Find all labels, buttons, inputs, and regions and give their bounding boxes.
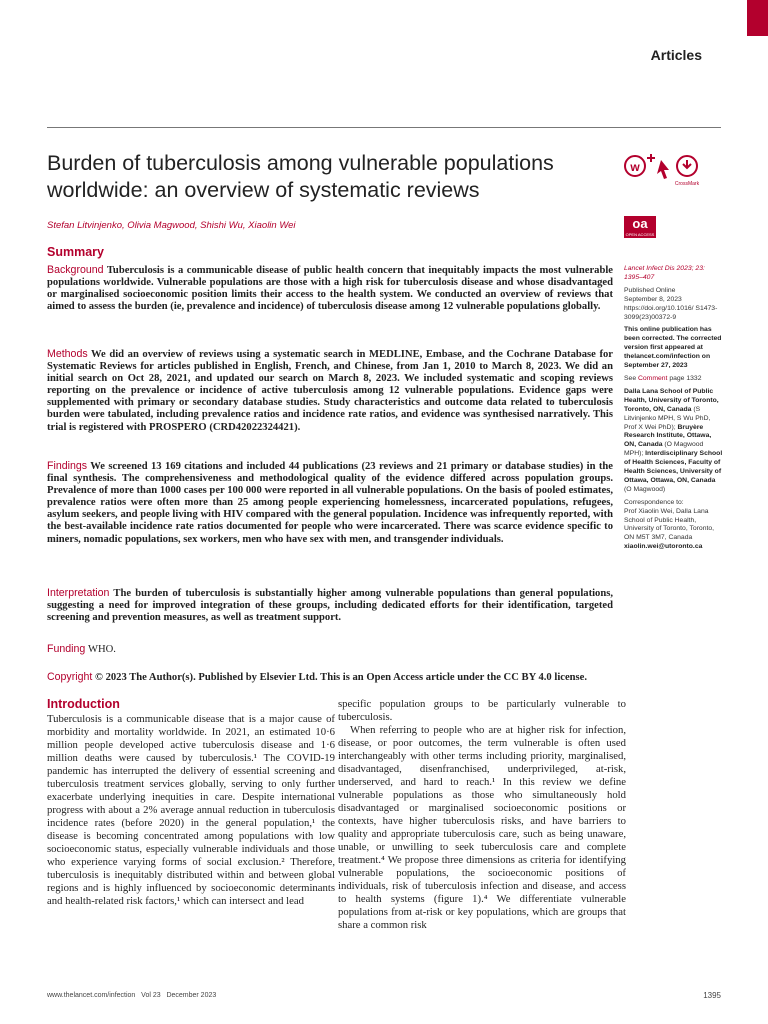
see-comment xyxy=(624,375,724,384)
correction-notice xyxy=(624,326,724,371)
header-divider xyxy=(47,127,721,128)
svg-text:w: w xyxy=(630,160,640,174)
comment-link[interactable]: Comment xyxy=(637,374,668,382)
abstract-funding xyxy=(47,643,613,656)
methods-text: We did an overview of reviews using a systematic search in MEDLINE, Embase, and the Cochrane Database for Systematic Reviews for articles published in English, French, and Chinese, from Jan 1, 2010 to March 8, 2023. We did an initial search on Oct 28, 2021, and updated our search on March 8, 2023. We included systematic and scoping reviews reporting on the prevalence or incidence of active tuberculosis among 12 vulnerable populations. Evidence gaps were supplemented with primary or secondary database studies. Study characteristics and outcome data related to tuberculosis burden were tabulated, including prevalence ratios and incidence rate ratios, and evidence was synthesised narratively. This trial is registered with PROSPERO (CRD42022324421). xyxy=(47,349,613,433)
findings-label: Findings xyxy=(47,460,88,472)
findings-text: We screened 13 169 citations and included 44 publications (23 reviews and 21 primary or database studies) in the final synthesis. The comprehensiveness and methodological quality of the evidence differed across population groups. Prevalence of more than 1000 cases per 100 000 were reported in all vulnerable populations. On the basis of pooled estimates, prevalence ratios were often more than 25 among people experiencing homelessness, incarcerated populations, refugees, asylum seekers, and people living with HIV compared with the general population. Incidence was infrequently reported, with the best-available incidence rate ratios documented for people who were incarcerated. There was scarce evidence specific to miners, nomadic populations, sex workers, men who have sex with men, and transgender individuals. xyxy=(47,461,613,545)
summary-heading: Summary xyxy=(47,245,104,259)
affiliation-2-names: (O Magwood MPH); xyxy=(624,441,704,458)
author-list: Stefan Litvinjenko, Olivia Magwood, Shishi Wu, Xiaolin Wei xyxy=(47,220,296,231)
correspondence-address: Prof Xiaolin Wei, Dalla Lana School of Public Health, University of Toronto, Toronto, ON M5T 3M7, Canada xyxy=(624,507,715,542)
copyright-text: © 2023 The Author(s). Published by Elsevier Ltd. This is an Open Access article under the CC BY 4.0 license. xyxy=(95,672,588,683)
intro-paragraph: specific population groups to be particularly vulnerable to tuberculosis. xyxy=(338,698,626,723)
affiliation-3-names: (O Magwood) xyxy=(624,485,666,493)
background-label: Background xyxy=(47,264,104,276)
footer-journal-info: www.thelancet.com/infection Vol 23 December 2023 xyxy=(47,992,217,999)
interpretation-text: The burden of tuberculosis is substantially higher among vulnerable populations than general populations, suggesting a need for improved integration of these groups, including dedicated efforts for their identification, targeted screening and prevention measures, as well as treatment support. xyxy=(47,588,613,624)
funding-text: WHO. xyxy=(87,644,116,655)
journal-citation: Lancet Infect Dis 2023; 23: 1395–407 xyxy=(624,265,705,281)
affiliation-1: Dalla Lana School of Public Health, University of Toronto, Toronto, ON, Canada xyxy=(624,387,719,413)
correspondence-email[interactable] xyxy=(624,543,724,552)
published-date: September 8, 2023 xyxy=(624,295,682,303)
interpretation-label: Interpretation xyxy=(47,587,110,599)
page-number: 1395 xyxy=(703,991,721,1000)
open-access-text: oa xyxy=(632,216,648,231)
correspondence-label: Correspondence to: xyxy=(624,498,684,506)
section-label: Articles xyxy=(650,47,702,63)
intro-paragraph: When referring to people who are at higher risk for infection, disease, or poor outcomes, the term vulnerable is often used interchangeably with other terms including priority, marginalised, disadvantaged, disenfranchised, underprivileged, at-risk, underserved, and hard to reach.¹ In this review we define vulnerable populations as those who simultaneously hold disadvantaged or marginalised socioeconomic positions or contexts, have higher tuberculosis risks, and have barriers to quality and appropriate tuberculosis care, such as being unaware, unable, or unwilling to seek tuberculosis care and complete treatment.⁴ We propose three dimensions as criteria for identifying vulnerable populations, the socioeconomic positions of individuals, risk of tuberculosis infection and disease, and access to health systems (figure 1).⁴ We differentiate vulnerable populations from at-risk or key populations, which are groups that share a common risk xyxy=(338,724,626,931)
abstract-copyright xyxy=(47,671,613,684)
journal-color-tab xyxy=(747,0,768,36)
intro-column-right xyxy=(338,698,626,932)
email-text[interactable]: xiaolin.wei@utoronto.ca xyxy=(624,543,703,551)
background-text: Tuberculosis is a communicable disease of public health concern that inequitably impacts the most vulnerable populations worldwide. Vulnerable populations are those with a high risk for tuberculosis disease and whose disadvantaged or marginalised socioeconomic position limits their access to the health system. We conducted an overview of reviews that aimed to assess the burden (ie, prevalence and incidence) of tuberculosis disease among 12 vulnerable populations globally. xyxy=(47,265,613,313)
correction-text: This online publication has been corrected. The corrected version first appeared at thelancet.com/infection on September 27, 2023 xyxy=(624,326,722,370)
open-access-badge xyxy=(624,216,656,238)
crossmark-label: CrossMark xyxy=(674,181,700,187)
abstract-findings xyxy=(47,460,613,546)
sidebar-metadata xyxy=(624,265,724,552)
crossmark-icon[interactable] xyxy=(623,152,701,188)
intro-column-left xyxy=(47,713,335,908)
affiliations xyxy=(624,388,724,495)
abstract-interpretation xyxy=(47,587,613,624)
funding-label: Funding xyxy=(47,643,86,655)
open-access-subtext: OPEN ACCESS xyxy=(625,232,655,237)
methods-label: Methods xyxy=(47,348,88,360)
article-title: Burden of tuberculosis among vulnerable populations worldwide: an overview of systematic reviews xyxy=(47,151,554,202)
see-page: page 1332 xyxy=(669,374,702,382)
abstract-methods xyxy=(47,348,613,434)
affiliation-3: Interdisciplinary School of Health Sciences, Faculty of Health Sciences, University of Ottawa, Ottawa, ON, Canada xyxy=(624,450,723,484)
introduction-heading: Introduction xyxy=(47,697,120,711)
copyright-label: Copyright xyxy=(47,671,93,683)
see-prefix: See xyxy=(624,374,637,382)
affiliation-1-names: (S Litvinjenko MPH, S Wu PhD, Prof X Wei PhD); xyxy=(624,405,711,431)
affiliation-2: Bruyère Research Institute, Ottawa, ON, Canada xyxy=(624,423,712,449)
doi-link[interactable]: https://doi.org/10.1016/ S1473-3099(23)00372-9 xyxy=(624,304,718,321)
published-label: Published Online xyxy=(624,286,676,294)
abstract-background xyxy=(47,264,613,313)
intro-paragraph: Tuberculosis is a communicable disease that is a major cause of morbidity and mortality worldwide. In 2021, an estimated 10·6 million people developed active tuberculosis disease and 1·6 million deaths were caused by tuberculosis.¹ The COVID-19 pandemic has interrupted the delivery of essential screening and tuberculosis treatment services globally, serving to only further exacerbate underlying inequities in care. Despite international progress with about a 2% average annual reduction in tuberculosis incidence rates (before 2020) in the general population,¹ the disease is becoming concentrated among populations with low socioeconomic status, especially vulnerable individuals and those who experience varying forms of social exclusion.² Therefore, tuberculosis is inequitably distributed within and between global regions and is highly influenced by socioeconomic determinants and health-related risk factors,¹ which can intersect and lead xyxy=(47,713,335,907)
